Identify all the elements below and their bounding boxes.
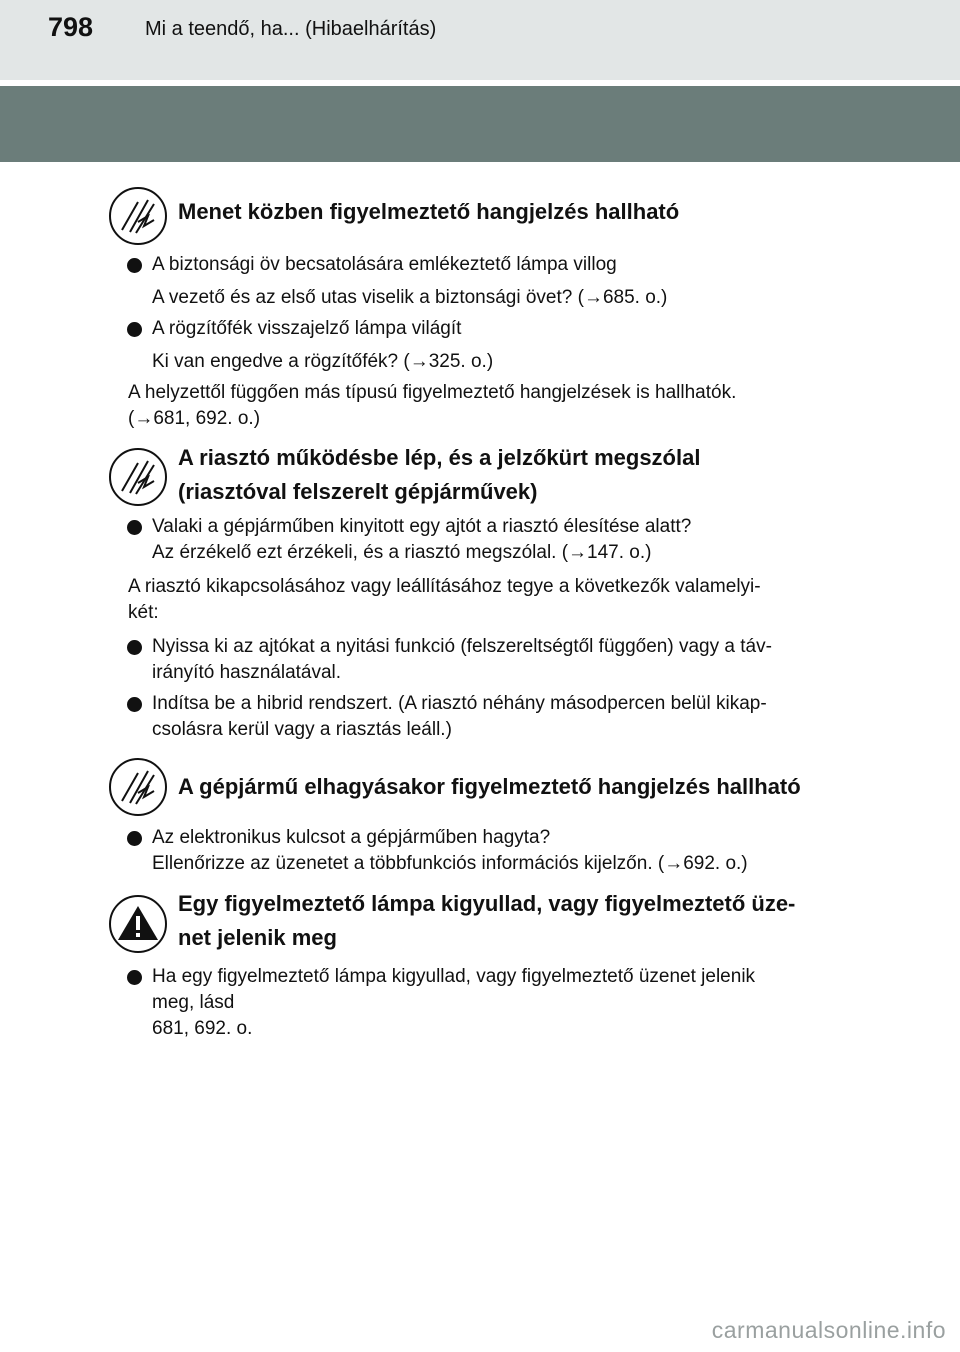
section-title: Menet közben figyelmeztető hangjelzés hallható bbox=[178, 199, 680, 224]
list-item-detail: A vezető és az első utas viselik a biztonsági övet? (→685. o.) bbox=[152, 287, 668, 308]
header-band bbox=[0, 86, 960, 162]
list-item: A rögzítőfék visszajelző lámpa világít bbox=[152, 318, 462, 339]
page-header bbox=[0, 0, 960, 80]
list-item-detail: Ki van engedve a rögzítőfék? (→325. o.) bbox=[152, 351, 494, 372]
note-paragraph: A riasztó kikapcsolásához vagy leállításához tegye a következők valamelyi- két: bbox=[128, 576, 761, 623]
bullet bbox=[127, 970, 142, 985]
section-title: A gépjármű elhagyásakor figyelmeztető hangjelzés hallható bbox=[178, 774, 801, 799]
list-item: Valaki a gépjárműben kinyitott egy ajtót a riasztó élesítése alatt? Az érzékelő ezt érzékeli, és a riasztó megszólal. (→147. o.) bbox=[152, 516, 692, 563]
list-item: Ha egy figyelmeztető lámpa kigyullad, vagy figyelmeztető üzenet jelenik meg, lásd 681, 692. o. bbox=[152, 966, 756, 1039]
bullet bbox=[127, 322, 142, 337]
header-title: Mi a teendő, ha... (Hibaelhárítás) bbox=[145, 18, 437, 40]
bullet bbox=[127, 520, 142, 535]
watermark: carmanualsonline.info bbox=[711, 1317, 946, 1343]
bullet bbox=[127, 831, 142, 846]
list-item: A biztonsági öv becsatolására emlékeztető lámpa villog bbox=[152, 254, 617, 275]
bullet bbox=[127, 640, 142, 655]
list-item: Az elektronikus kulcsot a gépjárműben hagyta? Ellenőrizze az üzenetet a többfunkciós információs kijelzőn. (→692. o.) bbox=[152, 827, 748, 874]
note-paragraph: A helyzettől függően más típusú figyelmeztető hangjelzések is hallhatók. (→681, 692. o.) bbox=[128, 382, 737, 429]
bullet bbox=[127, 258, 142, 273]
lightning-icon bbox=[108, 186, 168, 246]
page-number: 798 bbox=[48, 12, 94, 42]
lightning-icon bbox=[108, 757, 168, 817]
section-title: Egy figyelmeztető lámpa kigyullad, vagy figyelmeztető üze- net jelenik meg bbox=[178, 891, 796, 950]
list-item: Indítsa be a hibrid rendszert. (A riasztó néhány másodpercen belül kikap- csolásra kerül vagy a riasztás leáll.) bbox=[152, 693, 767, 740]
warning-triangle-icon bbox=[108, 894, 168, 954]
section-title: A riasztó működésbe lép, és a jelzőkürt megszólal (riasztóval felszerelt gépjárművek) bbox=[178, 445, 701, 504]
list-item: Nyissa ki az ajtókat a nyitási funkció (felszereltségtől függően) vagy a táv- irányító használatával. bbox=[152, 636, 772, 683]
bullet bbox=[127, 697, 142, 712]
lightning-icon bbox=[108, 447, 168, 507]
